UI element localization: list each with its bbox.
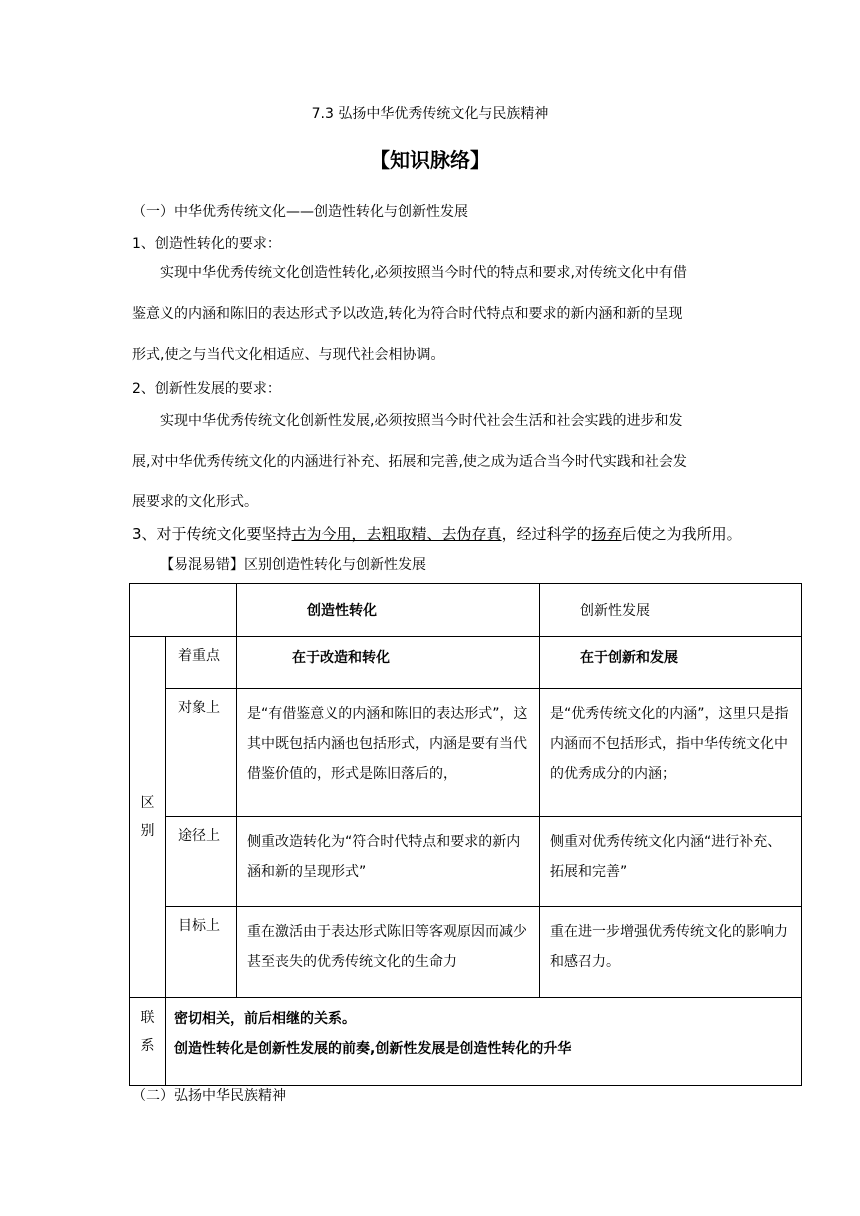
row-label: 目标上 (166, 907, 237, 998)
lianxi-label (130, 998, 166, 1086)
row-cell-development: 侧重对优秀传统文化内涵“进行补充、拓展和完善” (540, 817, 802, 907)
row-cell-transformation: 在于改造和转化 (237, 637, 540, 689)
qubie-char-1: 区 (140, 795, 155, 811)
lianxi-char-2: 系 (140, 1038, 155, 1054)
paragraph-two-line-1: 实现中华优秀传统文化创新性发展,必须按照当今时代社会生活和社会实践的进步和发 (160, 413, 683, 429)
document-title: 7.3 弘扬中华优秀传统文化与民族精神 (311, 106, 549, 122)
row-cell-development: 在于创新和发展 (540, 637, 802, 689)
table-row-lianxi (130, 998, 802, 1086)
table-row (130, 907, 802, 998)
row-label: 对象上 (166, 689, 237, 817)
item-three-principle: 古为今用，去粗取精、去伪存真 (291, 525, 502, 543)
comparison-table (129, 583, 802, 1086)
paragraph-two-line-2: 展,对中华优秀传统文化的内涵进行补充、拓展和完善,使之成为适合当今时代实践和社会发 (132, 454, 687, 470)
row-label: 途径上 (166, 817, 237, 907)
row-label: 着重点 (166, 637, 237, 689)
header-transformation: 创造性转化 (237, 584, 540, 637)
row-cell-transformation: 重在激活由于表达形式陈旧等客观原因而减少甚至丧失的优秀传统文化的生命力 (237, 907, 540, 998)
header-development: 创新性发展 (540, 584, 802, 637)
item-two-title: 2、创新性发展的要求： (132, 381, 281, 397)
row-cell-transformation: 是“有借鉴意义的内涵和陈旧的表达形式”，这其中既包括内涵也包括形式，内涵是要有当代借鉴价值的，形式是陈旧落后的， (237, 689, 540, 817)
paragraph-one-line-3: 形式,使之与当代文化相适应、与现代社会相协调。 (132, 347, 445, 363)
table-corner-cell (130, 584, 237, 637)
confusion-note: 【易混易错】区别创造性转化与创新性发展 (160, 557, 426, 573)
row-cell-development: 是“优秀传统文化的内涵”，这里只是指内涵而不包括形式，指中华传统文化中的优秀成分的内涵； (540, 689, 802, 817)
row-cell-development: 重在进一步增强优秀传统文化的影响力和感召力。 (540, 907, 802, 998)
item-three-keyword: 扬弃 (591, 525, 622, 543)
item-three-mid: ，经过科学的 (501, 525, 592, 543)
section-one-title: （一）中华优秀传统文化——创造性转化与创新性发展 (132, 204, 468, 220)
item-three-lead: 3、对于传统文化要坚持 (132, 525, 292, 543)
table-row (130, 689, 802, 817)
item-one-title: 1、创造性转化的要求： (132, 236, 281, 252)
section-two-title: （二）弘扬中华民族精神 (132, 1088, 286, 1104)
table-header-row (130, 584, 802, 637)
paragraph-one-line-2: 鉴意义的内涵和陈旧的表达形式予以改造,转化为符合时代特点和要求的新内涵和新的呈现 (132, 306, 683, 322)
item-three (132, 525, 742, 543)
lianxi-line-2: 创造性转化是创新性发展的前奏,创新性发展是创造性转化的升华 (174, 1041, 572, 1057)
qubie-char-2: 别 (140, 823, 155, 839)
paragraph-one-line-1: 实现中华优秀传统文化创造性转化,必须按照当今时代的特点和要求,对传统文化中有借 (160, 265, 687, 281)
lianxi-line-1: 密切相关，前后相继的关系。 (174, 1011, 356, 1027)
table-row (130, 817, 802, 907)
qubie-label (130, 637, 166, 998)
paragraph-two-line-3: 展要求的文化形式。 (132, 494, 258, 510)
lianxi-char-1: 联 (140, 1010, 155, 1026)
row-cell-transformation: 侧重改造转化为“符合时代特点和要求的新内涵和新的呈现形式” (237, 817, 540, 907)
lianxi-content (166, 998, 802, 1086)
section-heading: 【知识脉络】 (370, 148, 490, 172)
table-row (130, 637, 802, 689)
item-three-tail: 后使之为我所用。 (621, 525, 742, 543)
